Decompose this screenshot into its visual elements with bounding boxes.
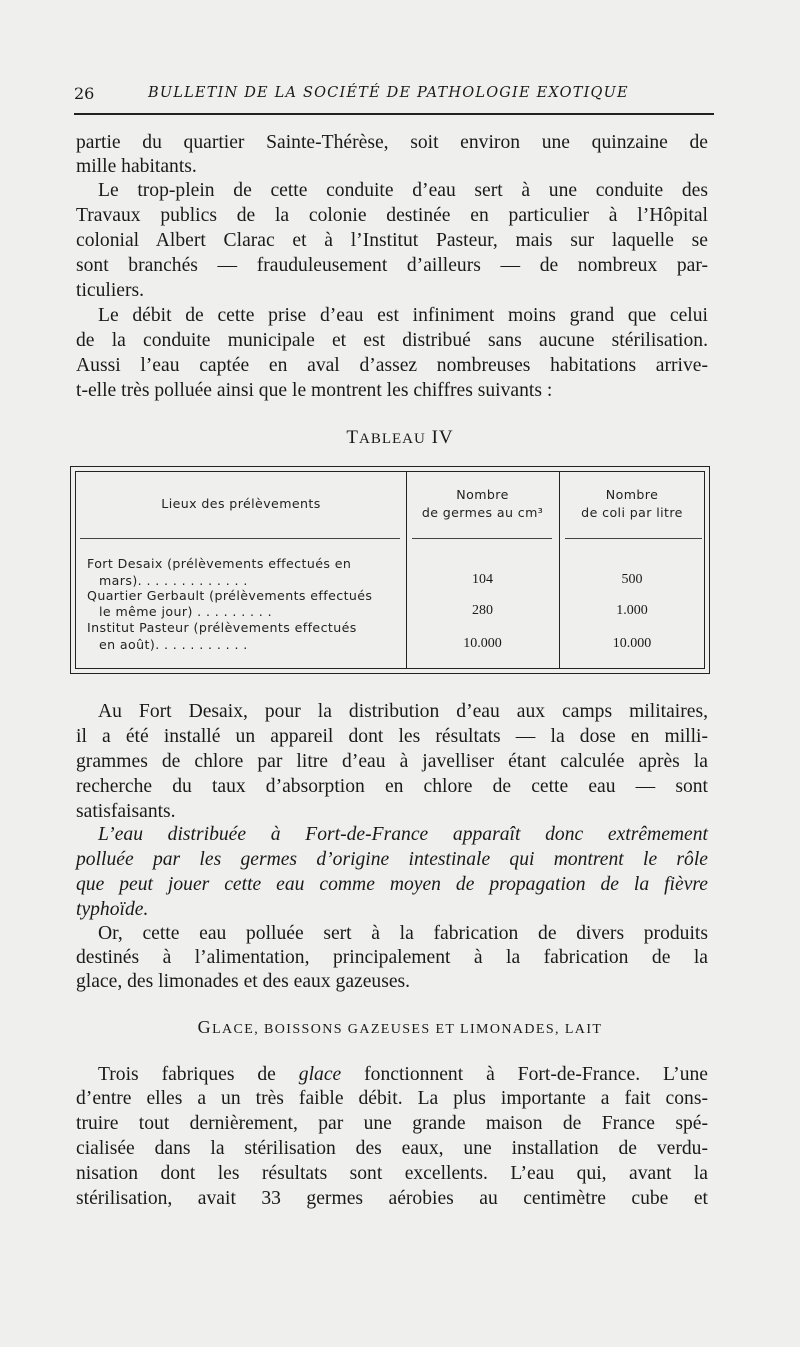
page-number: 26 [74,84,95,103]
row-germs: 104 [472,572,493,587]
row-place: Quartier Gerbault (prélèvements effectués [87,588,373,603]
row-coli: 1.000 [616,603,648,618]
row-place-cont: mars). . . . . . . . . . . . . [99,573,248,588]
text-line: t-elle très polluée ainsi que le montrent les chiffres suivants : [76,380,553,401]
text-line-italic: typhoïde. [76,899,149,920]
text-line: partie du quartier Sainte-Thérèse, soit environ une quinzaine de [76,132,708,153]
text-line: Le trop-plein de cette conduite d’eau sert à une conduite des [98,180,708,201]
text-line: satisfaisants. [76,801,176,822]
row-place-cont: en août). . . . . . . . . . . [99,637,248,652]
row-place: Institut Pasteur (prélèvements effectués [87,620,357,635]
text-line: il a été installé un appareil dont les résultats — la dose en milli- [76,726,708,747]
text-line-italic: polluée par les germes d’origine intestinale qui montrent le rôle [76,849,708,870]
running-head [74,84,714,106]
text-line: Travaux publics de la colonie destinée en particulier à l’Hôpital [76,205,708,226]
text-line: cialisée dans la stérilisation des eaux, une installation de verdu- [76,1138,708,1159]
text-line: Aussi l’eau captée en aval d’assez nombreuses habitations arrive- [76,355,708,376]
section-title: GLACE, BOISSONS GAZEUSES ET LIMONADES, LAIT [197,1017,603,1037]
table-title: TABLEAU IV [346,427,454,448]
text-line: destinés à l’alimentation, principalement à la fabrication de la [76,947,708,968]
column-header-coli: Nombre [605,487,659,502]
text-line: truire tout dernièrement, par une grande maison de France spé- [76,1113,708,1134]
text-line: sont branchés — frauduleusement d’ailleurs — de nombreux par- [76,255,708,276]
text-line: grammes de chlore par litre d’eau à javelliser étant calculée après la [76,751,708,772]
row-coli: 500 [621,572,643,587]
text-line: nisation dont les résultats sont excellents. L’eau qui, avant la [76,1163,708,1184]
row-coli: 10.000 [612,636,652,651]
text-line: glace, des limonades et des eaux gazeuses. [76,971,411,992]
header-rule [74,113,714,115]
text-line: stérilisation, avait 33 germes aérobies au centimètre cube et [76,1188,708,1209]
text-line: d’entre elles a un très faible débit. La plus importante a fait cons- [76,1088,708,1109]
text-line: colonial Albert Clarac et à l’Institut Pasteur, mais sur laquelle se [76,230,708,251]
column-header-place: Lieux des prélèvements [161,496,321,511]
text-line: Au Fort Desaix, pour la distribution d’eau aux camps militaires, [98,701,708,722]
text-line: ticuliers. [76,280,145,301]
row-germs: 280 [472,603,493,618]
row-place-cont: le même jour) . . . . . . . . . [99,604,273,619]
text-line: de la conduite municipale et est distribué sans aucune stérilisation. [76,330,708,351]
column-header-germs-unit: de germes au cm³ [421,505,544,520]
column-header-germs: Nombre [456,487,509,502]
header-rule [80,538,400,539]
text-line: Trois fabriques de glace fonctionnent à Fort-de-France. L’une [98,1064,708,1085]
row-place: Fort Desaix (prélèvements effectués en [87,556,352,571]
text-line: recherche du taux d’absorption en chlore de cette eau — sont [76,776,708,797]
text-line: Or, cette eau polluée sert à la fabrication de divers produits [98,923,708,944]
header-rule [412,538,552,539]
text-line: mille habitants. [76,156,197,177]
journal-title: BULLETIN DE LA SOCIÉTÉ DE PATHOLOGIE EXOTIQUE [148,85,629,101]
text-line-italic: L’eau distribuée à Fort-de-France apparaît donc extrêmement [98,824,708,845]
text-line: Le débit de cette prise d’eau est infiniment moins grand que celui [98,305,708,326]
header-rule [565,538,702,539]
column-header-coli-unit: de coli par litre [581,505,683,520]
row-germs: 10.000 [463,636,502,651]
text-line-italic: que peut jouer cette eau comme moyen de propagation de la fièvre [76,874,708,895]
